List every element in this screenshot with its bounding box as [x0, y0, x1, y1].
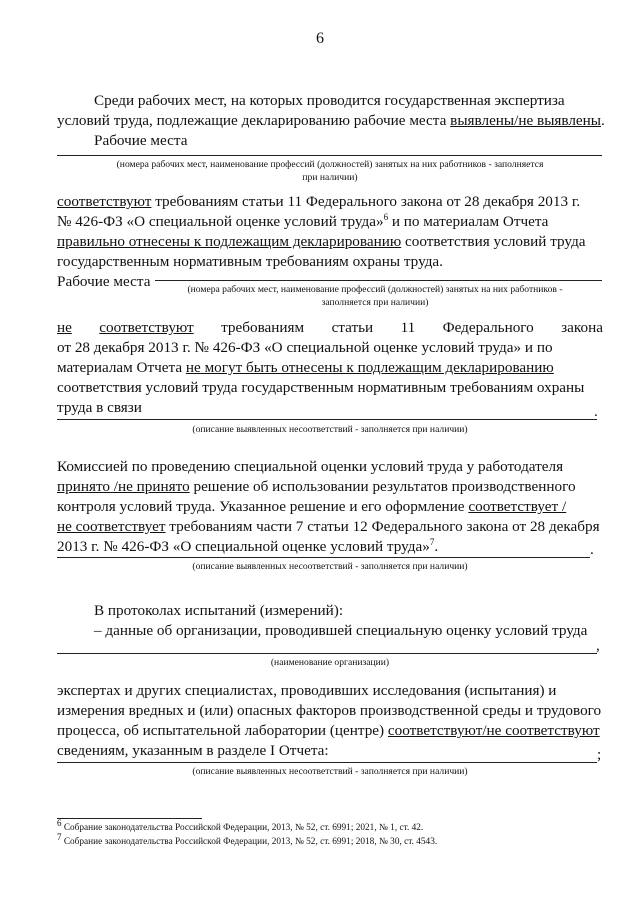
text-line: В протоколах испытаний (измерений): — [94, 602, 344, 619]
fill-in-line — [57, 557, 590, 558]
paragraph-commission-decision — [57, 457, 603, 557]
text-line: Рабочие места — [57, 273, 151, 290]
field-caption: (описание выявленных несоответствий - заполняется при наличии) — [192, 561, 468, 572]
text-line: материалам Отчета не могут быть отнесены к подлежащим декларированию — [57, 359, 554, 376]
footnote-ref: 7 — [429, 536, 435, 547]
footnote-separator — [57, 818, 202, 819]
field-caption: (наименование организации) — [270, 657, 390, 668]
field-caption: (описание выявленных несоответствий - заполняется при наличии) — [192, 424, 468, 435]
paragraph-non-compliance — [57, 318, 603, 418]
fill-in-line — [57, 653, 597, 654]
line-end-mark: . — [594, 403, 598, 420]
fill-in-line — [57, 155, 602, 156]
footnote-ref: 6 — [383, 211, 389, 222]
text-line: соответствия условий труда государственным нормативным требованиям охраны — [57, 379, 585, 396]
field-caption: (номера рабочих мест, наименование профессий (должностей) занятых на них работников - заполняется при наличии) — [116, 159, 544, 183]
text-line: от 28 декабря 2013 г. № 426-ФЗ «О специальной оценке условий труда» и по — [57, 339, 553, 356]
line-end-mark: . — [590, 541, 594, 558]
fill-in-line — [57, 762, 597, 763]
text-line: экспертах и других специалистах, проводивших исследования (испытания) и — [57, 682, 557, 699]
footnote: $^6$ Собрание законодательства Российской Федерации, 2013, № 52, ст. 6991; 2021, № 1, ст. 42. — [57, 818, 424, 834]
text-line: труда в связи — [57, 399, 142, 416]
underlined-choice: соответствуют/не соответствуют — [387, 722, 600, 739]
underlined-choice: не могут быть отнесены к подлежащим декларированию — [185, 359, 554, 376]
fill-in-line — [57, 419, 597, 420]
footnote: $^7$ Собрание законодательства Российской Федерации, 2013, № 52, ст. 6991; 2018, № 30, ст. 4543. — [57, 832, 438, 848]
text-line: условий труда, подлежащие декларированию рабочие места выявлены/не выявлены. — [57, 112, 605, 129]
text-line: измерения вредных и (или) опасных факторов производственной среды и трудового — [57, 702, 602, 719]
text-line: контроля условий труда. Указанное решение и его оформление соответствует / — [57, 498, 567, 515]
text-line: не соответствуют требованиям статьи 11 Федерального закона — [57, 319, 603, 336]
page-number: 6 — [316, 30, 324, 47]
underlined-choice: выявлены/не выявлены — [450, 112, 602, 129]
paragraph-workplaces-intro — [57, 91, 603, 151]
underlined-choice: не соответствует — [57, 518, 166, 535]
field-caption: (описание выявленных несоответствий - заполняется при наличии) — [192, 766, 468, 777]
underlined-choice: принято /не принято — [57, 478, 190, 495]
text-line: процесса, об испытательной лаборатории (центре) соответствуют/не соответствуют — [57, 722, 600, 739]
text-line: Среди рабочих мест, на которых проводится государственная экспертиза — [94, 92, 565, 109]
paragraph-test-protocols — [57, 601, 603, 641]
field-caption: (номера рабочих мест, наименование профессий (должностей) занятых на них работников - заполняется при наличии) — [187, 284, 563, 308]
text-line: правильно отнесены к подлежащим декларированию соответствия условий труда — [57, 233, 586, 250]
text-line: 2013 г. № 426-ФЗ «О специальной оценке условий труда»$^7$. — [57, 536, 439, 555]
underlined-choice: правильно отнесены к подлежащим декларированию — [57, 233, 402, 250]
fill-in-line — [155, 280, 602, 281]
underlined-choice: соответствуют — [57, 193, 152, 210]
underlined-choice: соответствует / — [468, 498, 567, 515]
line-end-mark: ; — [597, 746, 602, 763]
text-line: соответствуют требованиям статьи 11 Федерального закона от 28 декабря 2013 г. — [57, 193, 581, 210]
text-line: государственным нормативным требованиям охраны труда. — [57, 253, 443, 270]
text-line: не соответствует требованиям части 7 статьи 12 Федерального закона от 28 декабря — [57, 518, 600, 535]
text-line: – данные об организации, проводившей специальную оценку условий труда — [94, 622, 588, 639]
line-end-mark: , — [596, 637, 600, 654]
text-line: Комиссией по проведению специальной оценки условий труда у работодателя — [57, 458, 564, 475]
text-line: сведениям, указанным в разделе I Отчета: — [57, 742, 329, 759]
paragraph-experts — [57, 681, 603, 761]
text-line: Рабочие места — [94, 132, 188, 149]
paragraph-compliance — [57, 192, 603, 292]
text-line: № 426-ФЗ «О специальной оценке условий труда»$^6$ и по материалам Отчета — [57, 211, 549, 230]
text-line: принято /не принято решение об использовании результатов производственного — [57, 478, 576, 495]
